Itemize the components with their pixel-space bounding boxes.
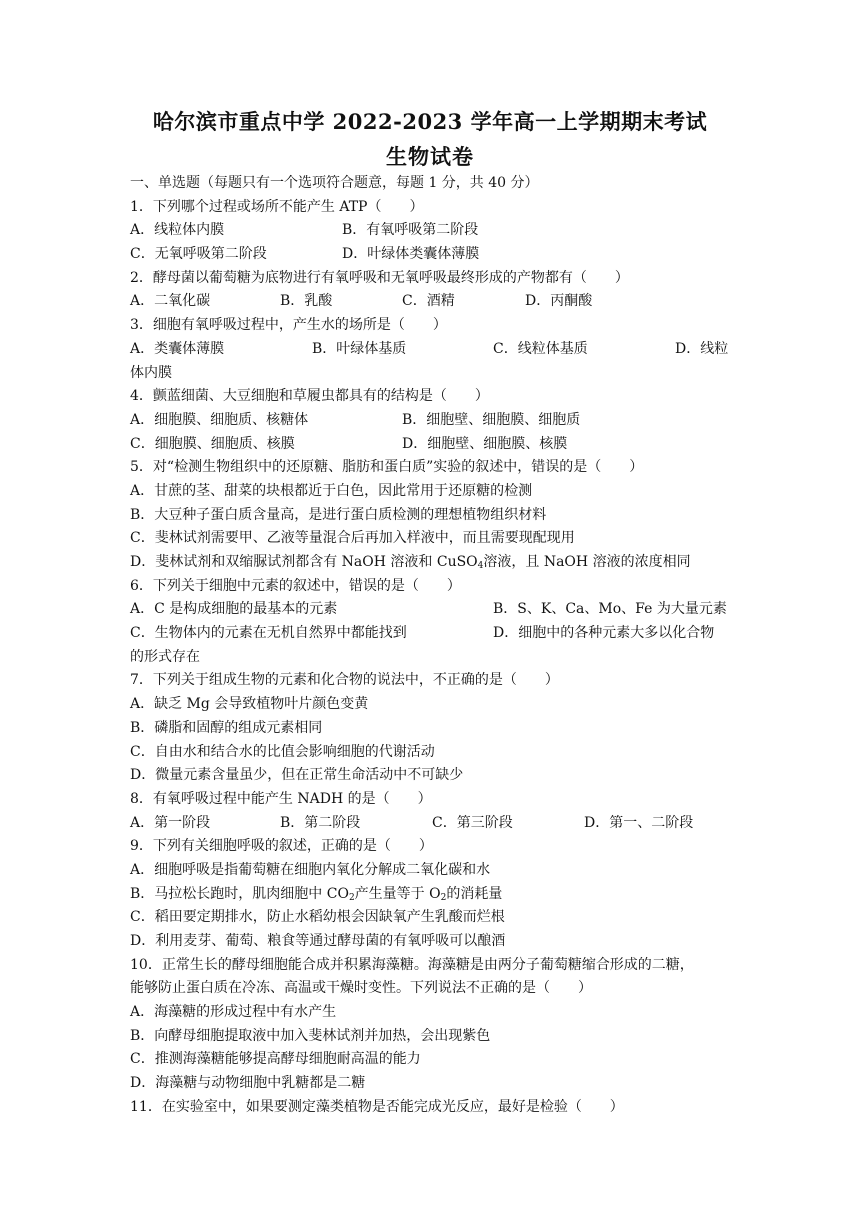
- option-b-text-2: 产生量等于 O: [354, 885, 441, 902]
- option-c: C．稻田要定期排水，防止水稻幼根会因缺氧产生乳酸而烂根: [130, 909, 505, 926]
- option-d-text-2: 溶液，且 NaOH 溶液的浓度相同: [483, 554, 691, 570]
- option-b: B．大豆种子蛋白质含量高，是进行蛋白质检测的理想植物组织材料: [130, 506, 547, 523]
- option-d: [130, 551, 738, 575]
- option-b: B．磷脂和固醇的组成元素相同: [130, 719, 323, 736]
- option-c: C．斐林试剂需要甲、乙液等量混合后再加入样液中，而且需要现配现用: [130, 530, 575, 547]
- option-a: A．线粒体内膜: [130, 222, 225, 239]
- option-d: D．利用麦芽、葡萄、粮食等通过酵母菌的有氧呼吸可以酿酒: [130, 933, 506, 949]
- option-c: C．自由水和结合水的比值会影响细胞的代谢活动: [130, 743, 435, 760]
- option-a: A．缺乏 Mg 会导致植物叶片颜色变黄: [130, 696, 369, 713]
- option-a: A．海藻糖的形成过程中有水产生: [130, 1004, 337, 1021]
- exam-title: 哈尔滨市重点中学 2022-2023 学年高一上学期期末考试: [152, 109, 708, 134]
- question-6-options-cd: [130, 622, 738, 646]
- option-a: A．C 是构成细胞的最基本的元素: [130, 601, 338, 618]
- question-7-stem: 7．下列关于组成生物的元素和化合物的说法中，不正确的是（ ）: [130, 672, 559, 689]
- option-c: C．第三阶段: [432, 814, 513, 831]
- question-list: [130, 172, 738, 1120]
- question-6-option-d-continued: 的形式存在: [130, 648, 200, 665]
- question-9-stem: 9．下列有关细胞呼吸的叙述，正确的是（ ）: [130, 838, 433, 855]
- question-1-options-ab: [130, 219, 738, 243]
- option-b: B．叶绿体基质: [312, 340, 407, 357]
- option-c: C．细胞膜、细胞质、核膜: [130, 435, 295, 452]
- option-b: B．细胞壁、细胞膜、细胞质: [402, 411, 581, 428]
- option-a: A．细胞膜、细胞质、核糖体: [130, 411, 309, 428]
- section-heading: 一、单选题（每题只有一个选项符合题意，每题 1 分，共 40 分）: [130, 175, 539, 191]
- option-d: D．细胞壁、细胞膜、核膜: [402, 435, 568, 452]
- question-4-options-cd: [130, 433, 738, 457]
- option-b: B．第二阶段: [280, 814, 361, 831]
- option-b: B．向酵母细胞提取液中加入斐林试剂并加热，会出现紫色: [130, 1027, 491, 1044]
- option-d-text-1: D．斐林试剂和双缩脲试剂都含有 NaOH 溶液和 CuSO: [130, 554, 478, 570]
- question-1-options-cd: [130, 243, 738, 267]
- option-d: D．丙酮酸: [525, 293, 593, 310]
- question-6-options-ab: [130, 598, 738, 622]
- option-c: C．酒精: [402, 293, 455, 310]
- option-c: C．推测海藻糖能够提高酵母细胞耐高温的能力: [130, 1051, 421, 1068]
- option-b: B．有氧呼吸第二阶段: [342, 222, 479, 239]
- question-4-options-ab: [130, 409, 738, 433]
- exam-subtitle: 生物试卷: [386, 144, 474, 169]
- option-b-text-1: B．马拉松长跑时，肌肉细胞中 CO: [130, 885, 349, 902]
- option-a: A．细胞呼吸是指葡萄糖在细胞内氧化分解成二氧化碳和水: [130, 861, 491, 878]
- option-c: C．线粒体基质: [493, 340, 588, 357]
- question-3-options: [130, 338, 738, 362]
- option-a: A．类囊体薄膜: [130, 340, 225, 357]
- option-d: D．微量元素含量虽少，但在正常生命活动中不可缺少: [130, 767, 464, 784]
- option-b: B．S、K、Ca、Mo、Fe 为大量元素: [493, 601, 727, 618]
- question-8-options: [130, 812, 738, 836]
- question-8-stem: 8．有氧呼吸过程中能产生 NADH 的是（ ）: [130, 790, 432, 807]
- question-3-option-d-continued: 体内膜: [130, 364, 172, 381]
- option-d: D．细胞中的各种元素大多以化合物: [493, 625, 715, 642]
- subscript: 4: [477, 561, 484, 571]
- option-b: B．乳酸: [280, 293, 333, 310]
- option-a: A．第一阶段: [130, 814, 211, 831]
- option-d: D．线粒: [675, 340, 729, 357]
- question-2-options: [130, 290, 738, 314]
- question-1-stem: 1．下列哪个过程或场所不能产生 ATP（ ）: [130, 198, 424, 215]
- question-2-stem: 2．酵母菌以葡萄糖为底物进行有氧呼吸和无氧呼吸最终形成的产物都有（ ）: [130, 269, 629, 286]
- option-d: D．叶绿体类囊体薄膜: [342, 246, 480, 263]
- option-b-text-3: 的消耗量: [446, 885, 503, 902]
- question-3-stem: 3．细胞有氧呼吸过程中，产生水的场所是（ ）: [130, 317, 447, 334]
- question-6-stem: 6．下列关于细胞中元素的叙述中，错误的是（ ）: [130, 577, 461, 594]
- option-d: D．第一、二阶段: [584, 814, 694, 831]
- option-d: D．海藻糖与动物细胞中乳糖都是二糖: [130, 1075, 366, 1092]
- question-4-stem: 4．颤蓝细菌、大豆细胞和草履虫都具有的结构是（ ）: [130, 388, 489, 405]
- option-a: A．甘蔗的茎、甜菜的块根都近于白色，因此常用于还原糖的检测: [130, 482, 533, 499]
- question-11-stem: 11．在实验室中，如果要测定藻类植物是否能完成光反应，最好是检验（ ）: [130, 1098, 624, 1115]
- option-a: A．二氧化碳: [130, 293, 211, 310]
- subscript: 2: [348, 892, 355, 903]
- question-5-stem: 5．对“检测生物组织中的还原糖、脂肪和蛋白质”实验的叙述中，错误的是（ ）: [130, 459, 644, 476]
- subscript: 2: [440, 892, 447, 903]
- question-10-stem-line-1: 10．正常生长的酵母细胞能合成并积累海藻糖。海藻糖是由两分子葡萄糖缩合形成的二糖，: [130, 956, 694, 973]
- question-10-stem-line-2: 能够防止蛋白质在冷冻、高温或干燥时变性。下列说法不正确的是（ ）: [130, 980, 592, 997]
- option-b: [130, 883, 738, 907]
- option-c: C．生物体内的元素在无机自然界中都能找到: [130, 625, 407, 642]
- option-c: C．无氧呼吸第二阶段: [130, 246, 267, 263]
